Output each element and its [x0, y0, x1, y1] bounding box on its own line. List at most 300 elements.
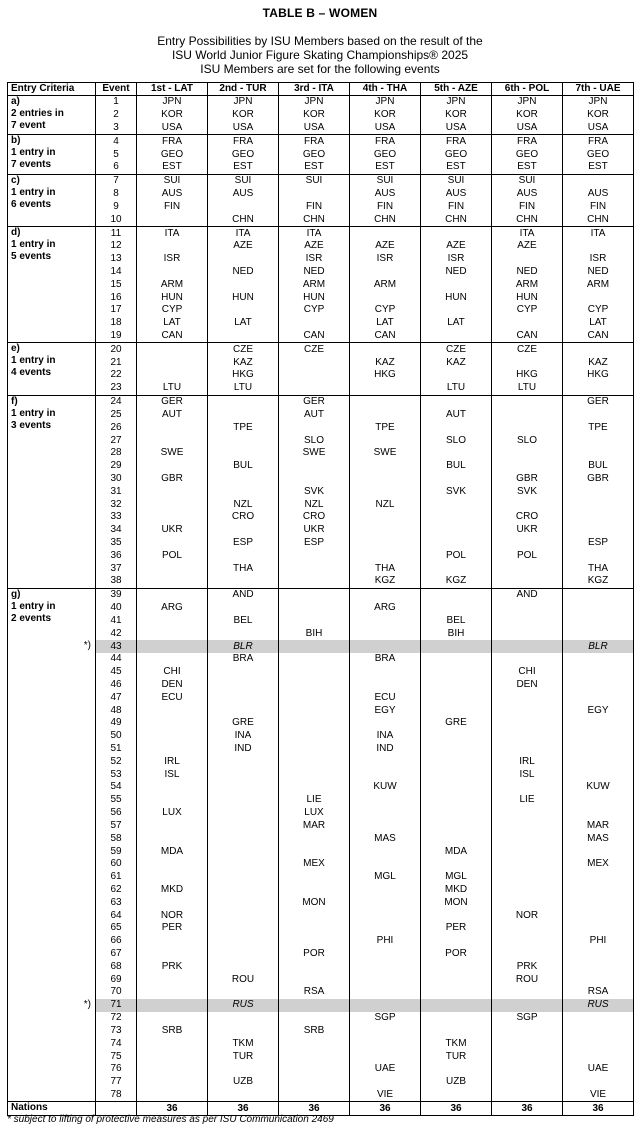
event-number: 16 — [96, 291, 137, 304]
table-row — [8, 562, 634, 575]
nation-code: BRA — [232, 653, 254, 665]
nation-cell — [421, 871, 492, 884]
table-row — [8, 304, 634, 317]
nation-code: ESP — [232, 537, 253, 549]
table-row — [8, 935, 634, 948]
nation-cell — [279, 317, 350, 330]
nation-cell — [492, 986, 563, 999]
nation-cell — [492, 485, 563, 498]
nation-code: JPN — [446, 96, 466, 108]
nation-cell — [492, 148, 563, 161]
nation-cell — [421, 704, 492, 717]
nation-code: USA — [587, 122, 609, 134]
nation-code: KOR — [516, 109, 538, 121]
nation-code: RSA — [303, 986, 325, 998]
event-number: 15 — [96, 278, 137, 291]
nation-cell — [421, 421, 492, 434]
criteria-line: d) — [11, 227, 21, 239]
nation-cell — [421, 382, 492, 395]
nation-cell — [350, 485, 421, 498]
nation-code: MAR — [586, 819, 610, 831]
nation-code: KAZ — [375, 356, 395, 368]
table-row — [8, 369, 634, 382]
nation-code: BRA — [374, 653, 396, 665]
table-row — [8, 317, 634, 330]
nation-cell — [208, 640, 279, 653]
nation-cell — [421, 832, 492, 845]
nation-code: CHN — [303, 213, 325, 225]
nation-cell — [350, 575, 421, 588]
nation-cell — [350, 730, 421, 743]
nation-code: TKM — [445, 1037, 467, 1049]
nation-cell — [279, 935, 350, 948]
nation-code: IND — [376, 743, 394, 755]
nation-code: LTU — [233, 382, 253, 394]
criteria-line: 1 entry in — [11, 407, 56, 419]
nation-cell — [350, 188, 421, 201]
event-number: 2 — [96, 109, 137, 122]
nation-cell — [137, 460, 208, 473]
nation-code: CAN — [161, 330, 183, 342]
nation-cell — [208, 135, 279, 148]
nation-cell — [279, 832, 350, 845]
nation-cell — [279, 807, 350, 820]
event-number: 12 — [96, 240, 137, 253]
nation-cell — [208, 524, 279, 537]
nation-code: CHN — [516, 213, 538, 225]
nation-cell — [137, 948, 208, 961]
nation-code: UAE — [587, 1063, 609, 1075]
nation-cell — [279, 369, 350, 382]
nation-cell — [563, 627, 634, 640]
nation-cell — [350, 1037, 421, 1050]
event-number: 37 — [96, 562, 137, 575]
nation-code: USA — [303, 122, 325, 134]
nation-code: CZE — [233, 343, 253, 355]
nation-cell — [492, 845, 563, 858]
nation-cell — [563, 896, 634, 909]
event-number: 19 — [96, 330, 137, 343]
nation-code: SRB — [161, 1024, 183, 1036]
nation-code: BEL — [446, 614, 466, 626]
nation-cell — [421, 498, 492, 511]
table-row — [8, 845, 634, 858]
nation-code: LIE — [519, 794, 535, 806]
nation-cell — [421, 602, 492, 615]
nation-cell — [208, 343, 279, 356]
nation-cell — [492, 291, 563, 304]
nation-code: AZE — [304, 240, 324, 252]
table-row — [8, 434, 634, 447]
nation-code: JPN — [233, 96, 253, 108]
nation-cell — [279, 909, 350, 922]
nation-code: FRA — [517, 135, 537, 147]
event-number: 17 — [96, 304, 137, 317]
table-row — [8, 948, 634, 961]
nation-cell — [350, 884, 421, 897]
nation-cell — [350, 382, 421, 395]
nation-cell — [492, 1063, 563, 1076]
nations-count: 36 — [137, 1102, 208, 1116]
nation-cell — [563, 922, 634, 935]
nation-cell — [208, 278, 279, 291]
nation-cell — [492, 109, 563, 122]
nation-code: SGP — [516, 1012, 538, 1024]
nation-cell — [279, 666, 350, 679]
nation-cell — [137, 485, 208, 498]
nation-cell — [279, 730, 350, 743]
nation-cell — [350, 562, 421, 575]
nation-code: FRA — [588, 135, 608, 147]
event-number: 25 — [96, 409, 137, 422]
nation-cell — [350, 135, 421, 148]
table-row — [8, 330, 634, 343]
nation-cell — [137, 356, 208, 369]
nation-code: ISR — [305, 253, 323, 265]
nation-cell — [492, 679, 563, 692]
nation-cell — [421, 395, 492, 408]
nation-code: MGL — [445, 871, 467, 883]
nation-cell — [421, 161, 492, 174]
nation-cell — [208, 768, 279, 781]
nation-cell — [563, 845, 634, 858]
event-number: 64 — [96, 909, 137, 922]
nation-cell — [279, 291, 350, 304]
nation-cell — [492, 588, 563, 601]
nation-cell — [492, 973, 563, 986]
nation-cell — [350, 743, 421, 756]
nation-cell — [208, 382, 279, 395]
nation-cell — [350, 317, 421, 330]
nation-code: CHN — [587, 213, 609, 225]
nation-cell — [137, 395, 208, 408]
nation-cell — [563, 201, 634, 214]
nation-cell — [563, 343, 634, 356]
nation-cell — [137, 537, 208, 550]
event-number: 41 — [96, 615, 137, 628]
nation-cell — [137, 820, 208, 833]
nation-code: AUS — [587, 188, 609, 200]
nation-cell — [563, 253, 634, 266]
nation-code: JPN — [304, 96, 324, 108]
event-number: 67 — [96, 948, 137, 961]
event-number: 23 — [96, 382, 137, 395]
nation-cell — [350, 935, 421, 948]
nation-cell — [137, 304, 208, 317]
nation-cell — [563, 109, 634, 122]
nation-code: GER — [161, 396, 183, 408]
nation-cell — [137, 922, 208, 935]
nation-cell — [208, 511, 279, 524]
nation-cell — [350, 704, 421, 717]
nation-cell — [492, 174, 563, 187]
nation-cell — [279, 485, 350, 498]
nation-cell — [350, 96, 421, 109]
nation-code: AZE — [375, 240, 395, 252]
nation-code: KUW — [373, 781, 397, 793]
nation-cell — [492, 460, 563, 473]
nation-code: FIN — [589, 200, 607, 212]
nation-cell — [137, 973, 208, 986]
nation-code: BUL — [233, 460, 253, 472]
nation-code: FIN — [305, 200, 323, 212]
nation-cell — [279, 768, 350, 781]
table-row — [8, 96, 634, 109]
nation-cell — [208, 1089, 279, 1102]
nation-cell — [279, 922, 350, 935]
nation-cell — [421, 409, 492, 422]
nation-cell — [350, 161, 421, 174]
table-row — [8, 485, 634, 498]
nation-code: ISL — [164, 768, 180, 780]
table-row — [8, 148, 634, 161]
nation-cell — [421, 135, 492, 148]
nation-cell — [563, 948, 634, 961]
table-row — [8, 704, 634, 717]
nation-cell — [350, 679, 421, 692]
nation-cell — [421, 304, 492, 317]
nation-code: TUR — [232, 1050, 254, 1062]
nation-code: HUN — [161, 291, 183, 303]
nation-cell — [492, 602, 563, 615]
nation-cell — [350, 973, 421, 986]
nation-cell — [279, 679, 350, 692]
event-number: 56 — [96, 807, 137, 820]
nation-cell — [208, 679, 279, 692]
table-row — [8, 266, 634, 279]
nation-code: GBR — [161, 472, 183, 484]
nation-code: POR — [445, 948, 467, 960]
nation-code: KOR — [587, 109, 609, 121]
table-row — [8, 615, 634, 628]
nation-cell — [279, 447, 350, 460]
event-number: 42 — [96, 627, 137, 640]
restriction-marker: *) — [83, 999, 91, 1011]
nation-code: KAZ — [446, 356, 466, 368]
nation-cell — [208, 304, 279, 317]
nation-code: LTU — [162, 382, 182, 394]
table-row — [8, 278, 634, 291]
nation-cell — [563, 1025, 634, 1038]
nation-cell — [492, 832, 563, 845]
nation-cell — [492, 421, 563, 434]
nation-code: NED — [587, 265, 609, 277]
nation-cell — [492, 653, 563, 666]
nation-cell — [421, 768, 492, 781]
nation-cell — [279, 161, 350, 174]
nation-cell — [350, 122, 421, 135]
nation-cell — [421, 986, 492, 999]
nation-cell — [421, 96, 492, 109]
table-row — [8, 1012, 634, 1025]
nation-cell — [279, 266, 350, 279]
nation-cell — [421, 884, 492, 897]
table-row — [8, 356, 634, 369]
event-number: 22 — [96, 369, 137, 382]
nation-code: ISR — [589, 253, 607, 265]
event-number: 13 — [96, 253, 137, 266]
table-row — [8, 1089, 634, 1102]
nation-code: LIE — [306, 794, 322, 806]
nation-cell — [350, 253, 421, 266]
nation-code: UKR — [161, 524, 183, 536]
nation-code: NOR — [160, 909, 184, 921]
nation-cell — [563, 884, 634, 897]
nation-cell — [563, 317, 634, 330]
nation-code: CAN — [587, 330, 609, 342]
event-number: 9 — [96, 201, 137, 214]
nation-code: MKD — [444, 883, 468, 895]
nation-cell — [421, 447, 492, 460]
nation-cell — [350, 343, 421, 356]
nation-code: KGZ — [587, 575, 609, 587]
nation-code: PER — [161, 922, 183, 934]
nation-cell — [421, 640, 492, 653]
nation-cell — [350, 691, 421, 704]
nation-cell — [492, 240, 563, 253]
nation-cell — [137, 421, 208, 434]
nation-cell — [208, 948, 279, 961]
criteria-line: 7 event — [11, 120, 46, 131]
nation-cell — [137, 266, 208, 279]
table-row — [8, 717, 634, 730]
nation-code: JPN — [162, 96, 182, 108]
entry-criteria-cell — [8, 395, 96, 588]
nation-cell — [279, 213, 350, 226]
nation-cell — [208, 832, 279, 845]
nation-cell — [492, 213, 563, 226]
entry-criteria-cell — [8, 135, 96, 174]
event-number: 28 — [96, 447, 137, 460]
table-row — [8, 960, 634, 973]
event-number: 70 — [96, 986, 137, 999]
nation-cell — [563, 1089, 634, 1102]
nation-code: LAT — [234, 317, 252, 329]
table-row — [8, 781, 634, 794]
event-number: 29 — [96, 460, 137, 473]
table-row — [8, 832, 634, 845]
nation-cell — [350, 896, 421, 909]
nation-code: MON — [444, 896, 468, 908]
table-row — [8, 511, 634, 524]
nation-cell — [208, 434, 279, 447]
nation-code: CZE — [304, 343, 324, 355]
nation-code: ISR — [376, 253, 394, 265]
nation-cell — [208, 794, 279, 807]
criteria-line: g) — [11, 588, 21, 600]
nation-code: EST — [233, 161, 253, 173]
table-row — [8, 794, 634, 807]
nation-cell — [137, 1076, 208, 1089]
criteria-line: e) — [11, 343, 20, 355]
nation-code: MAS — [587, 832, 609, 844]
nation-cell — [137, 871, 208, 884]
table-row — [8, 973, 634, 986]
nation-cell — [563, 148, 634, 161]
event-number: 6 — [96, 161, 137, 174]
nation-cell — [137, 96, 208, 109]
nation-cell — [563, 999, 634, 1012]
nation-cell — [492, 1025, 563, 1038]
table-row — [8, 1050, 634, 1063]
nation-cell — [563, 575, 634, 588]
nation-code: GEO — [302, 148, 326, 160]
nation-code: KOR — [303, 109, 325, 121]
nation-cell — [137, 781, 208, 794]
nation-cell — [350, 148, 421, 161]
nation-code: TKM — [232, 1037, 254, 1049]
nation-cell — [208, 473, 279, 486]
nation-cell — [279, 356, 350, 369]
nation-code: GEO — [515, 148, 539, 160]
nation-code: KOR — [445, 109, 467, 121]
nation-cell — [563, 858, 634, 871]
nation-code: MAR — [302, 819, 326, 831]
nation-cell — [208, 109, 279, 122]
event-number: 49 — [96, 717, 137, 730]
nation-cell — [350, 986, 421, 999]
nation-cell — [137, 122, 208, 135]
nation-cell — [563, 986, 634, 999]
nation-cell — [208, 653, 279, 666]
nation-cell — [421, 575, 492, 588]
nation-cell — [421, 109, 492, 122]
event-number: 66 — [96, 935, 137, 948]
nation-cell — [563, 549, 634, 562]
nation-code: NOR — [515, 909, 539, 921]
nation-cell — [137, 602, 208, 615]
nation-code: AZE — [517, 240, 537, 252]
nation-cell — [492, 161, 563, 174]
nation-cell — [563, 704, 634, 717]
nation-cell — [421, 485, 492, 498]
nation-cell — [350, 395, 421, 408]
nation-cell — [492, 935, 563, 948]
nation-code: MKD — [160, 883, 184, 895]
nation-code: VIE — [589, 1088, 607, 1100]
nation-code: ITA — [519, 227, 535, 239]
event-number: 63 — [96, 896, 137, 909]
nation-code: TPE — [375, 421, 395, 433]
nation-cell — [563, 717, 634, 730]
nation-code: ARM — [586, 278, 610, 290]
nation-cell — [563, 730, 634, 743]
table-row — [8, 602, 634, 615]
nation-code: SUI — [234, 175, 252, 187]
nation-cell — [208, 1063, 279, 1076]
nation-cell — [492, 807, 563, 820]
event-number: 45 — [96, 666, 137, 679]
nation-cell — [208, 498, 279, 511]
nation-cell — [492, 343, 563, 356]
nation-cell — [492, 1089, 563, 1102]
nation-cell — [563, 304, 634, 317]
event-number: 21 — [96, 356, 137, 369]
nation-cell — [563, 588, 634, 601]
nation-cell — [563, 768, 634, 781]
nation-cell — [279, 253, 350, 266]
nation-cell — [279, 304, 350, 317]
nation-cell — [563, 409, 634, 422]
event-number: 57 — [96, 820, 137, 833]
nation-code: THA — [375, 562, 395, 574]
nation-cell — [421, 922, 492, 935]
subtitle-line-1: Entry Possibilities by ISU Members based on the result of the — [157, 34, 483, 48]
nation-cell — [137, 679, 208, 692]
nation-cell — [421, 188, 492, 201]
nation-cell — [279, 858, 350, 871]
nation-cell — [421, 807, 492, 820]
